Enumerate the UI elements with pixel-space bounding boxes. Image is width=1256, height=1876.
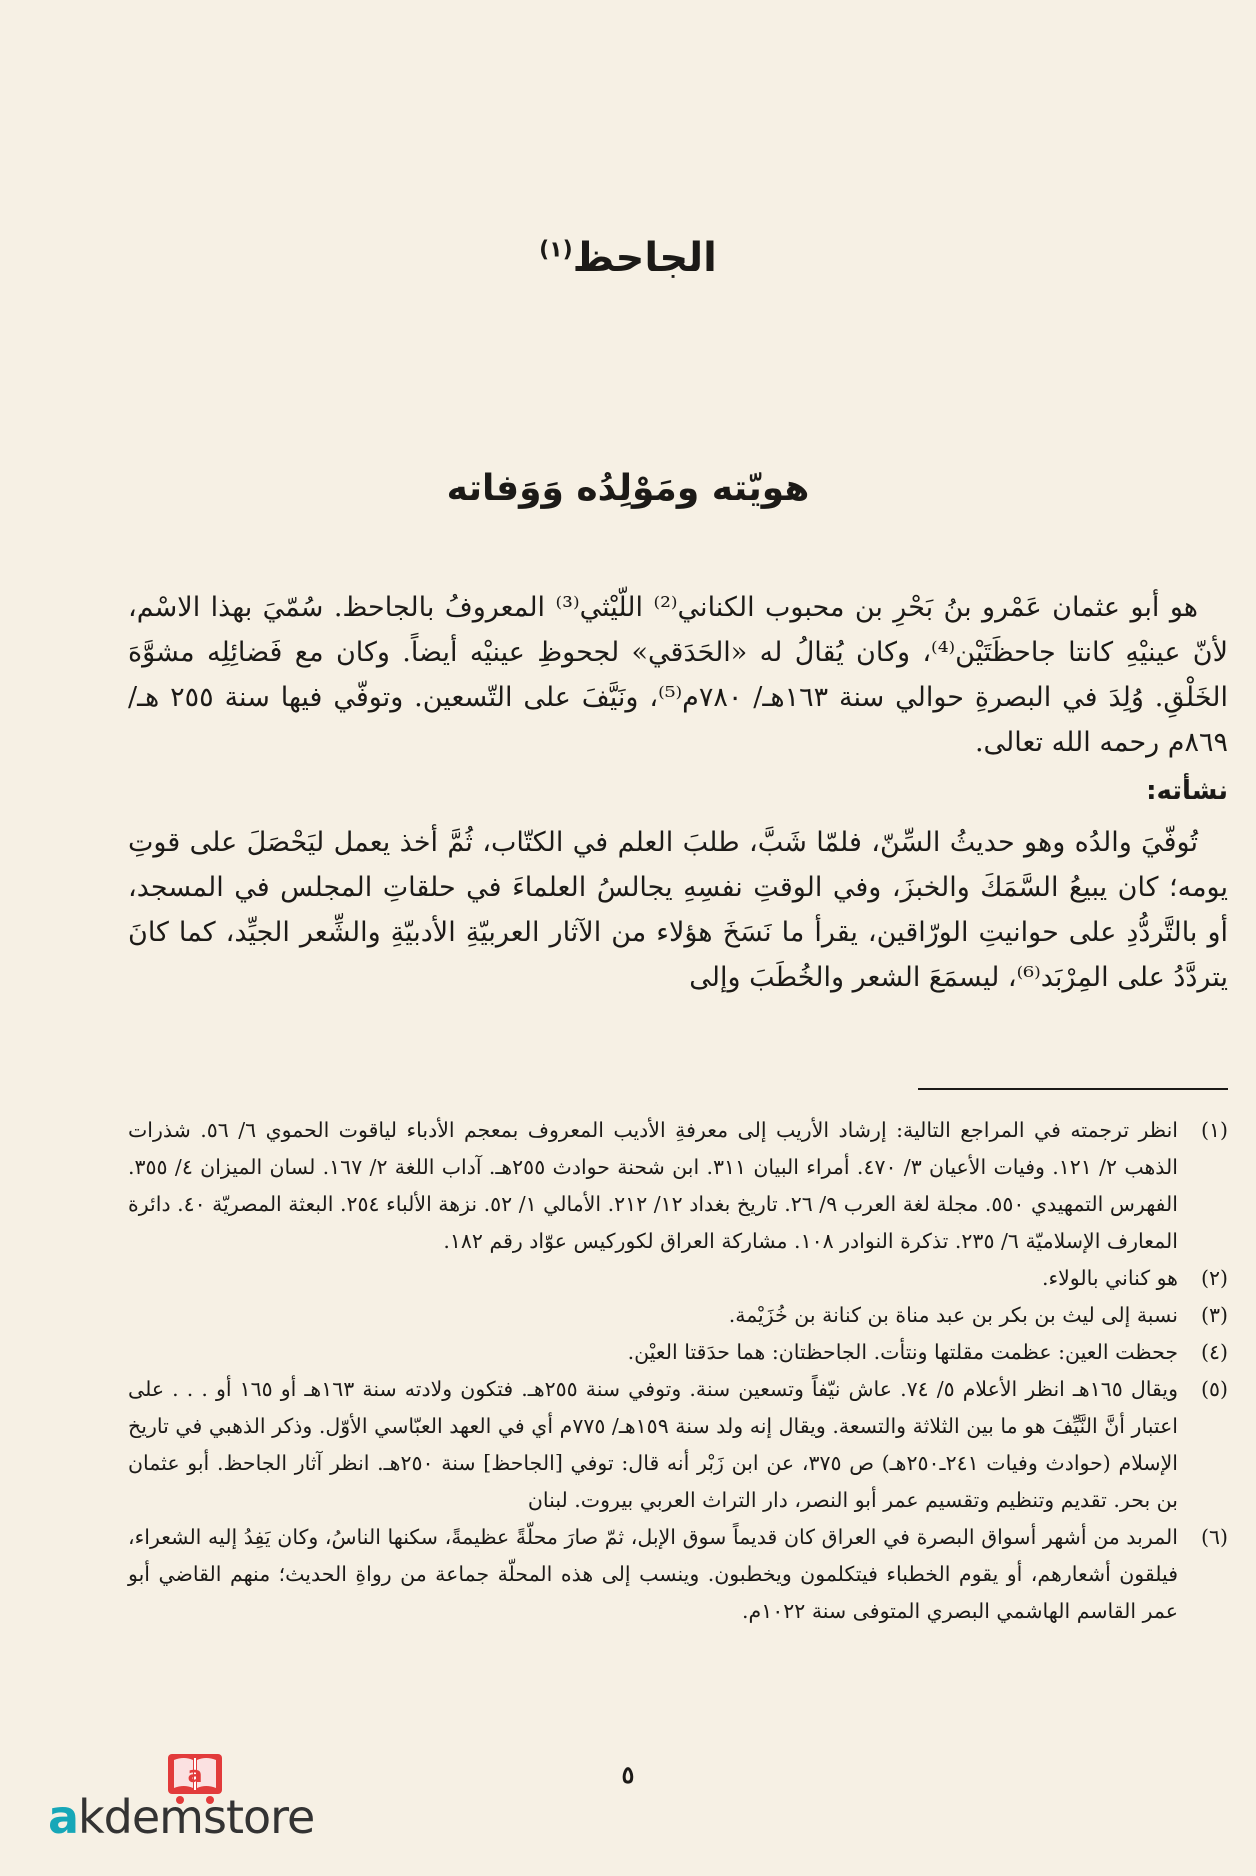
footnote-text: انظر ترجمته في المراجع التالية: إرشاد الأريب إلى معرفةِ الأديب المعروف بمعجم الأدباء لياقوت الحموي ٦/ ٥٦. شذرات الذهب ٢/ ١٢١. وفيات الأعيان ٣/ ٤٧٠. أمراء البيان ٣١١. ابن شحنة حوادث ٢٥٥هـ. آداب اللغة ٢/ ١٦٧. لسان الميزان ٤/ ٣٥٥. الفهرس التمهيدي ٥٥٠. مجلة لغة العرب ٩/ ٢٦. تاريخ بغداد ١٢/ ٢١٢. الأمالي ١/ ٥٢. نزهة الألباء ٢٥٤. البعثة المصريّة ٤٠. دائرة المعارف الإسلاميّة ٦/ ٢٣٥. تذكرة النوادر ١٠٨. مشاركة العراق لكوركيس عوّاد رقم ١٨٢. (128, 1118, 1178, 1253)
watermark-brand-rest: kdemstore (78, 1790, 315, 1844)
footnote-item (128, 1297, 1228, 1334)
footnote-text: ويقال ١٦٥هـ انظر الأعلام ٥/ ٧٤. عاش نيّفاً وتسعين سنة. وتوفي سنة ٢٥٥هـ. فتكون ولادته سنة ١٦٣هـ أو ١٦٥ أو . . . على اعتبار أنَّ النَّيِّفَ هو ما بين الثلاثة والتسعة. ويقال إنه ولد سنة ١٥٩هـ/ ٧٧٥م أي في العهد العبّاسي الأوّل. وذكر الذهبي في تاريخ الإسلام (حوادث وفيات ٢٤١ـ٢٥٠هـ) ص ٣٧٥، عن ابن زَبْر أنه قال: توفي [الجاحظ] سنة ٢٥٠هـ. انظر آثار الجاحظ. أبو عثمان بن بحر. تقديم وتنظيم وتقسيم عمر أبو النصر، دار التراث العربي بيروت. لبنان (128, 1377, 1178, 1512)
watermark-text (48, 1790, 314, 1844)
footnotes (128, 1112, 1228, 1630)
footnote-item (128, 1112, 1228, 1260)
footnote-item (128, 1334, 1228, 1371)
footnote-text: جحظت العين: عظمت مقلتها ونتأت. الجاحظتان: هما حدَقتا العيْن. (627, 1340, 1178, 1364)
section-title: هويّته ومَوْلِدُه وَوَفاته (446, 468, 810, 509)
footnote-text: نسبة إلى ليث بن بكر بن عبد مناة بن كنانة بن خُزَيْمة. (728, 1303, 1178, 1327)
page-number: ٥ (621, 1760, 635, 1789)
footnote-number: (٢) (1200, 1266, 1228, 1290)
paragraph-upbringing: تُوفّيَ والدُه وهو حديثُ السِّنّ، فلمّا شَبَّ، طلبَ العلم في الكتّاب، ثُمَّ أخذ يعمل ليَحْصَلَ على قوتِ يومه؛ كان يبيعُ السَّمَكَ والخبزَ، وفي الوقتِ نفسِهِ يجالسُ العلماءَ في حلقاتِ المجلس في المسجد، أو بالتَّردُّدِ على حوانيتِ الورّاقين، يقرأ ما نَسَخَ هؤلاء من الآثار العربيّةِ الأدبيّةِ والشِّعر الجيِّد، كما كانَ يتردَّدُ على المِرْبَد⁽⁶⁾، ليسمَعَ الشعر والخُطَبَ وإلى (128, 827, 1228, 993)
footnote-item (128, 1371, 1228, 1519)
footnote-number: (٣) (1200, 1303, 1228, 1327)
chapter-title (0, 235, 1256, 281)
watermark-brand-a: a (48, 1790, 79, 1844)
chapter-title-note: (١) (539, 237, 573, 263)
footnote-text: المربد من أشهر أسواق البصرة في العراق كان قديماً سوق الإبل، ثمّ صارَ محلّةً عظيمةً، سكنها الناسُ، وكان يَفِدُ إليه الشعراء، فيلقون أشعارهم، أو يقوم الخطباء فيتكلمون ويخطبون. وينسب إلى هذه المحلّة جماعة من رواةِ الحديث؛ منهم القاضي أبو عمر القاسم الهاشمي البصري المتوفى سنة ١٠٢٢م. (128, 1525, 1178, 1623)
watermark-logo (48, 1740, 348, 1844)
footnote-item (128, 1260, 1228, 1297)
footnote-number: (٦) (1200, 1525, 1228, 1549)
footnote-number: (٤) (1200, 1340, 1228, 1364)
footnote-divider (918, 1088, 1228, 1090)
section-heading-upbringing: نشأته: (1146, 776, 1228, 806)
body-text (128, 585, 1228, 1000)
chapter-title-text: الجاحظ (572, 235, 717, 281)
footnote-item (128, 1519, 1228, 1630)
paragraph-identity: هو أبو عثمان عَمْرو بنُ بَحْرِ بن محبوب الكناني⁽²⁾ اللّيْثي⁽³⁾ المعروفُ بالجاحظ. سُمّيَ بهذا الاسْم، لأنّ عينيْهِ كانتا جاحظَتَيْن⁽⁴⁾، وكان يُقالُ له «الحَدَقي» لجحوظِ عينيْه أيضاً. وكان مع فَضائِلِه مشوَّهَ الخَلْقِ. وُلِدَ في البصرةِ حوالي سنة ١٦٣هـ/ ٧٨٠م⁽⁵⁾، ونَيَّفَ على التّسعين. وتوفّي فيها سنة ٢٥٥ هـ/ ٨٦٩م رحمه الله تعالى. (128, 592, 1228, 758)
footnote-text: هو كناني بالولاء. (1041, 1266, 1178, 1290)
footnote-number: (١) (1200, 1118, 1228, 1142)
footnote-number: (٥) (1200, 1377, 1228, 1401)
svg-text:a: a (187, 1763, 203, 1788)
